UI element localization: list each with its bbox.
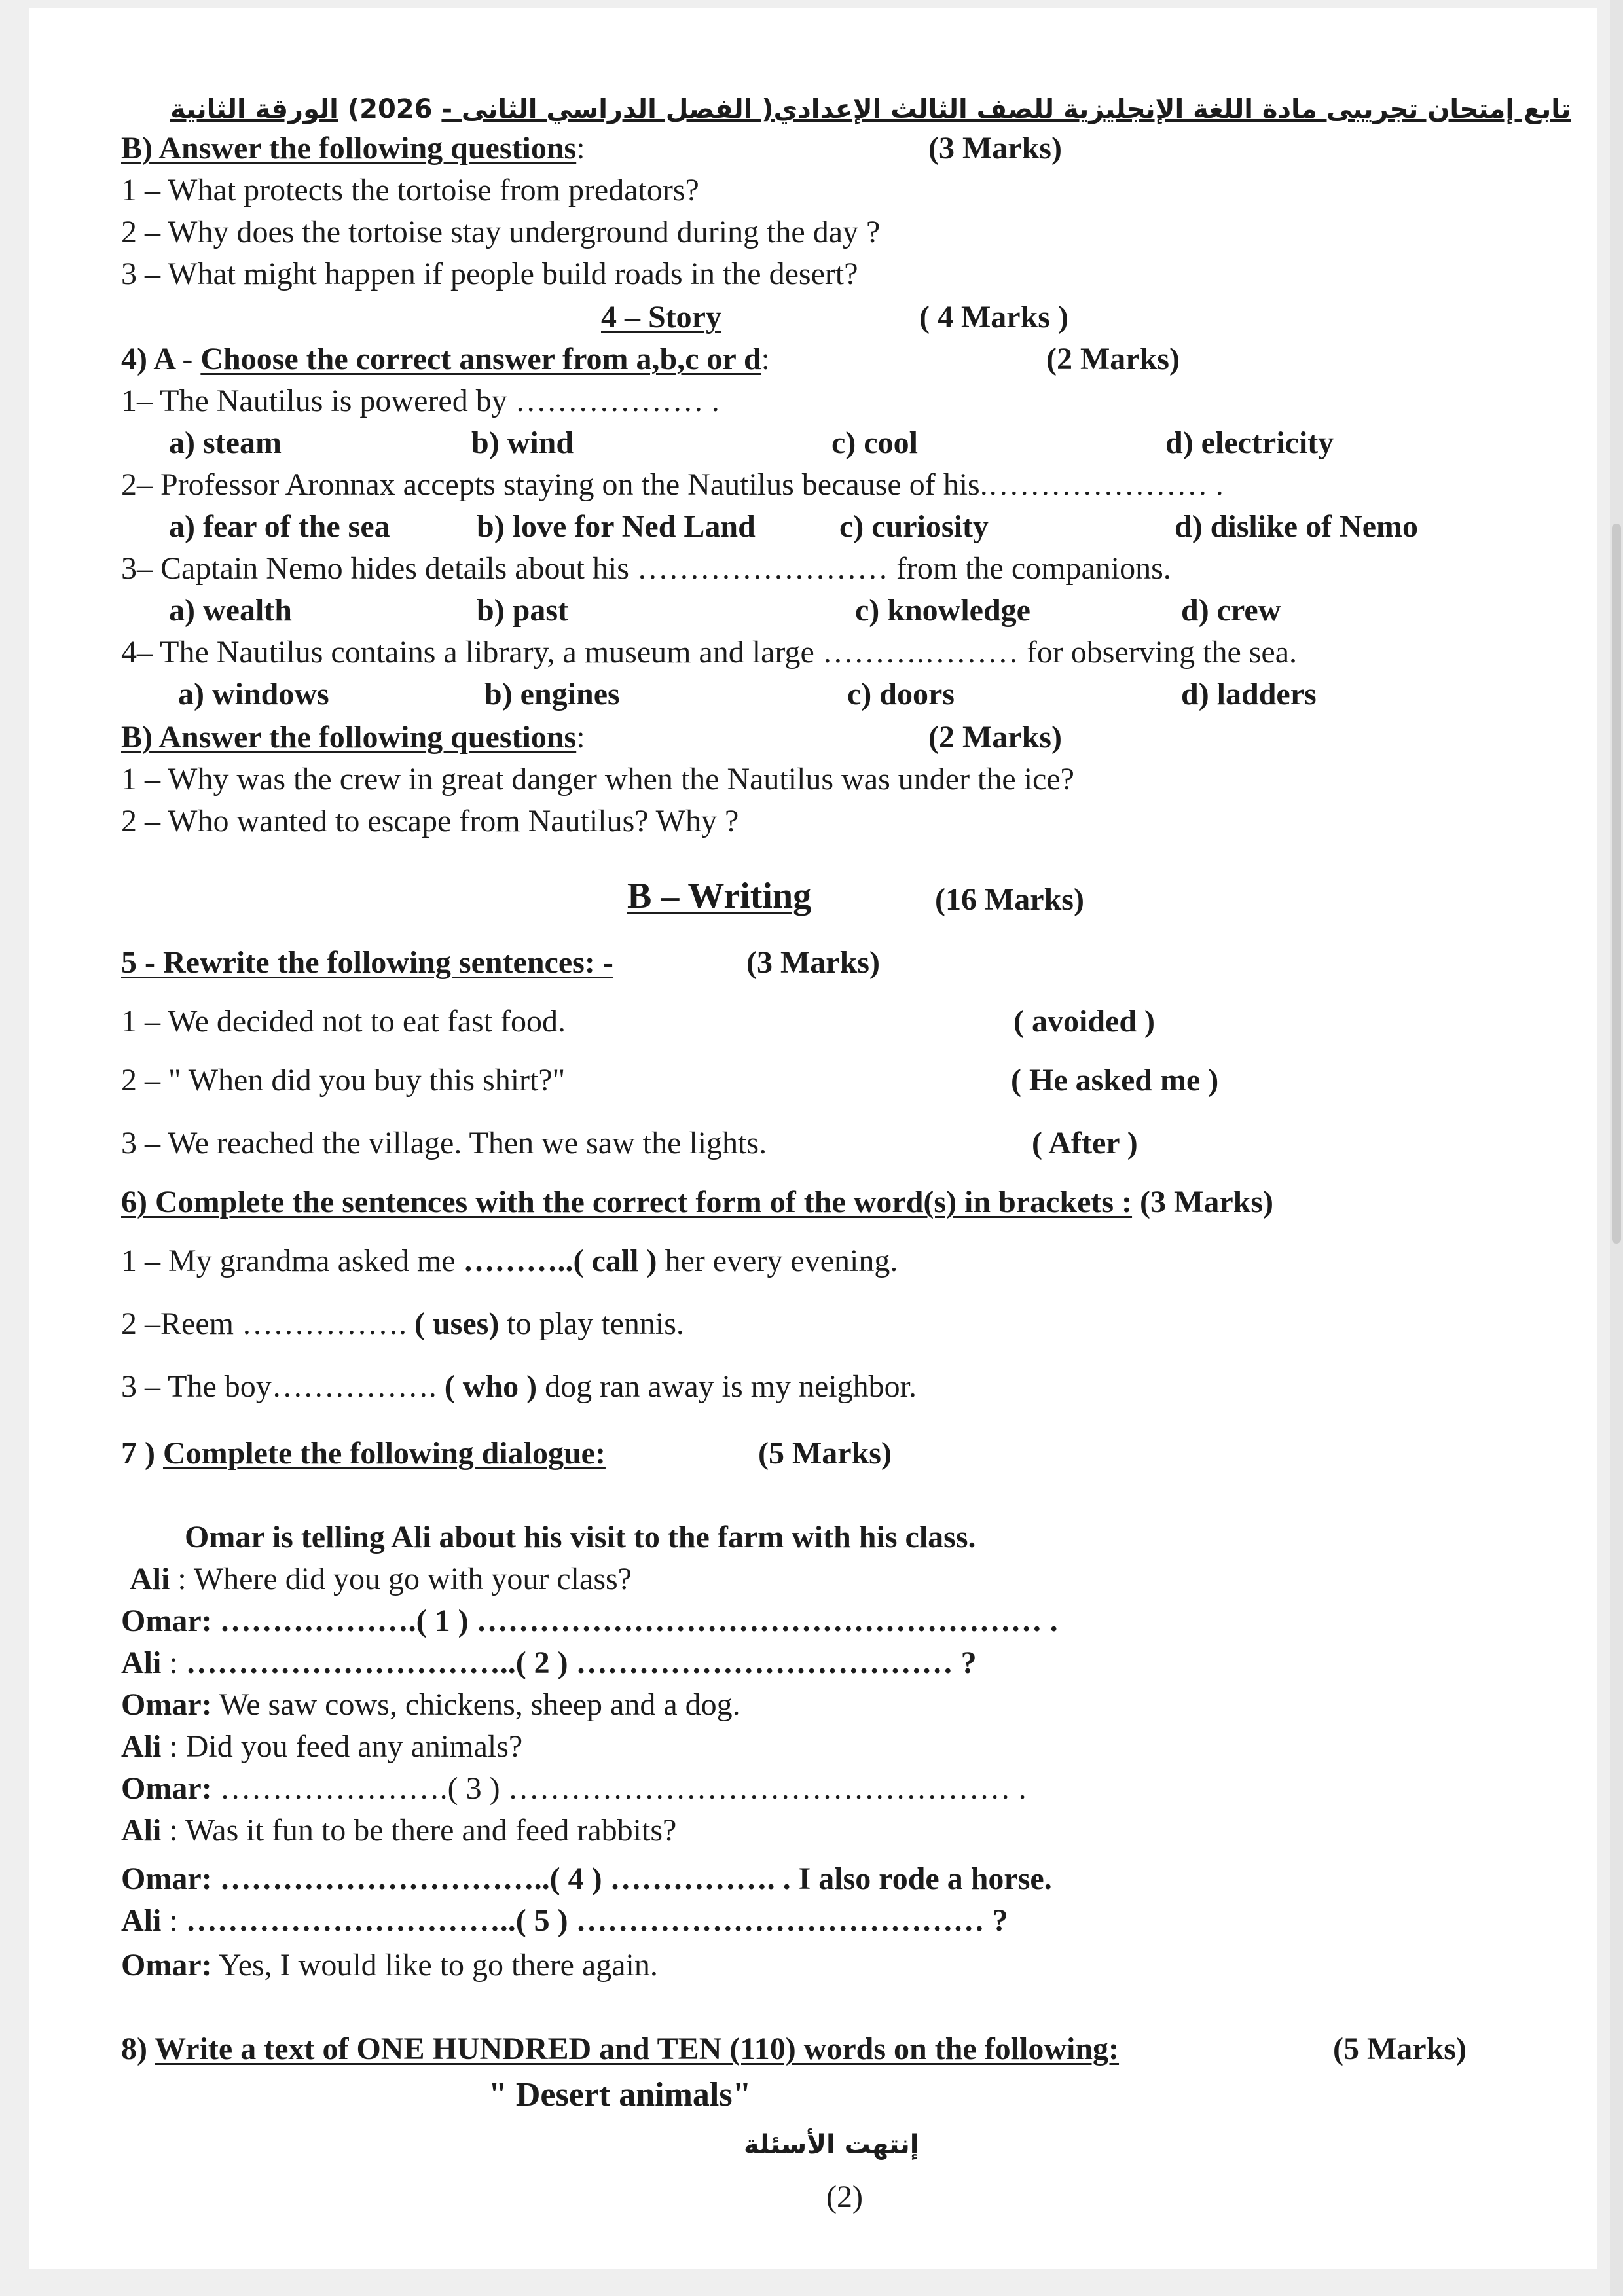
question: 1– The Nautilus is powered by ……………… . [121,384,720,418]
section-marks: (3 Marks) [928,131,1062,166]
end-of-questions: إنتهت الأسئلة [744,2130,919,2160]
sentence: 2 – " When did you buy this shirt?" [121,1063,566,1098]
sentence: 3 – The boy……………. ( who ) dog ran away is my neighbor. [121,1369,917,1404]
story-title: 4 – Story [601,300,721,334]
header-paper-label: الورقة الثانية [170,94,338,124]
option[interactable]: b) wind [471,425,574,460]
question: 1 – What protects the tortoise from predators? [121,173,699,207]
option[interactable]: a) steam [169,425,282,460]
option[interactable]: d) electricity [1165,425,1334,460]
sentence: 3 – We reached the village. Then we saw the lights. [121,1126,767,1160]
dialogue-line: Ali : Was it fun to be there and feed rabbits? [121,1813,677,1848]
option[interactable]: d) ladders [1181,677,1317,711]
writing-title: B – Writing [627,876,812,916]
option[interactable]: c) cool [831,425,918,460]
section-heading: B) Answer the following questions: [121,720,585,755]
sentence: 2 –Reem ……………. ( uses) to play tennis. [121,1306,684,1341]
section-heading: 6) Complete the sentences with the correct form of the word(s) in brackets : (3 Marks) [121,1185,1273,1219]
option[interactable]: b) engines [484,677,620,711]
exam-header [170,90,1571,128]
section-heading: 4) A - Choose the correct answer from a,b,c or d: [121,342,770,376]
question: 3 – What might happen if people build roads in the desert? [121,257,858,291]
section-heading: 7 ) Complete the following dialogue: [121,1436,606,1471]
hint: ( After ) [1032,1126,1138,1160]
question: 3– Captain Nemo hides details about his …………………… from the companions. [121,551,1171,586]
dialogue-situation: Omar is telling Ali about his visit to the farm with his class. [185,1520,976,1554]
hint: ( avoided ) [1013,1004,1155,1039]
option[interactable]: b) love for Ned Land [477,509,756,544]
option[interactable]: d) crew [1181,593,1281,628]
option[interactable]: c) doors [847,677,955,711]
dialogue-line: Ali : Where did you go with your class? [130,1562,632,1596]
page-number: (2) [826,2179,863,2214]
essay-topic: " Desert animals" [488,2076,752,2113]
question: 1 – Why was the crew in great danger when the Nautilus was under the ice? [121,762,1074,797]
hint: ( He asked me ) [1011,1063,1219,1098]
option[interactable]: d) dislike of Nemo [1175,509,1418,544]
header-year: (2026 [347,94,433,124]
section-marks: (2 Marks) [928,720,1062,755]
section-marks: ( 4 Marks ) [919,300,1068,334]
section-heading: 8) Write a text of ONE HUNDRED and TEN (110) words on the following: [121,2032,1120,2066]
section-marks: (5 Marks) [758,1436,892,1471]
dialogue-line: Ali : …………………………..( 5 ) ………………………………… ? [121,1903,1008,1938]
sentence: 1 – My grandma asked me ………..( call ) her every evening. [121,1244,898,1278]
sentence: 1 – We decided not to eat fast food. [121,1004,566,1039]
option[interactable]: c) knowledge [855,593,1030,628]
option[interactable]: a) wealth [169,593,292,628]
section-marks: (5 Marks) [1333,2032,1467,2066]
scrollbar-thumb[interactable] [1612,524,1621,1244]
dialogue-line: Omar: Yes, I would like to go there again. [121,1948,658,1982]
question: 4– The Nautilus contains a library, a museum and large ……….……… for observing the sea. [121,635,1298,670]
option[interactable]: a) windows [178,677,329,711]
section-marks: (3 Marks) [746,945,880,980]
dialogue-line: Ali : …………………………..( 2 ) ……………………………… ? [121,1645,977,1680]
option[interactable]: b) past [477,593,569,628]
dialogue-line: Omar: …………………………..( 4 ) ……………. . I also rode a horse. [121,1861,1052,1896]
dialogue-line: Omar: ………………….( 3 ) ………………………………………… . [121,1771,1027,1806]
option[interactable]: c) curiosity [839,509,989,544]
question: 2– Professor Aronnax accepts staying on the Nautilus because of his.………………… . [121,467,1224,502]
question: 2 – Why does the tortoise stay underground during the day ? [121,215,881,249]
section-heading: 5 - Rewrite the following sentences: - [121,945,613,980]
option[interactable]: a) fear of the sea [169,509,390,544]
dialogue-line: Omar: We saw cows, chickens, sheep and a dog. [121,1687,740,1722]
dialogue-line: Ali : Did you feed any animals? [121,1729,523,1764]
section-marks: (2 Marks) [1046,342,1180,376]
question: 2 – Who wanted to escape from Nautilus? Why ? [121,804,739,838]
section-marks: (16 Marks) [935,882,1084,917]
dialogue-line: Omar: ……………….( 1 ) ……………………………………………… . [121,1604,1058,1638]
scrollbar[interactable] [1610,0,1623,2296]
section-heading: B) Answer the following questions: [121,131,585,166]
header-arabic-title: تابع إمتحان تجريبى مادة اللغة الإنجليزية للصف الثالث الإعدادي( الفصل الدراسي الثانى - [441,94,1571,124]
